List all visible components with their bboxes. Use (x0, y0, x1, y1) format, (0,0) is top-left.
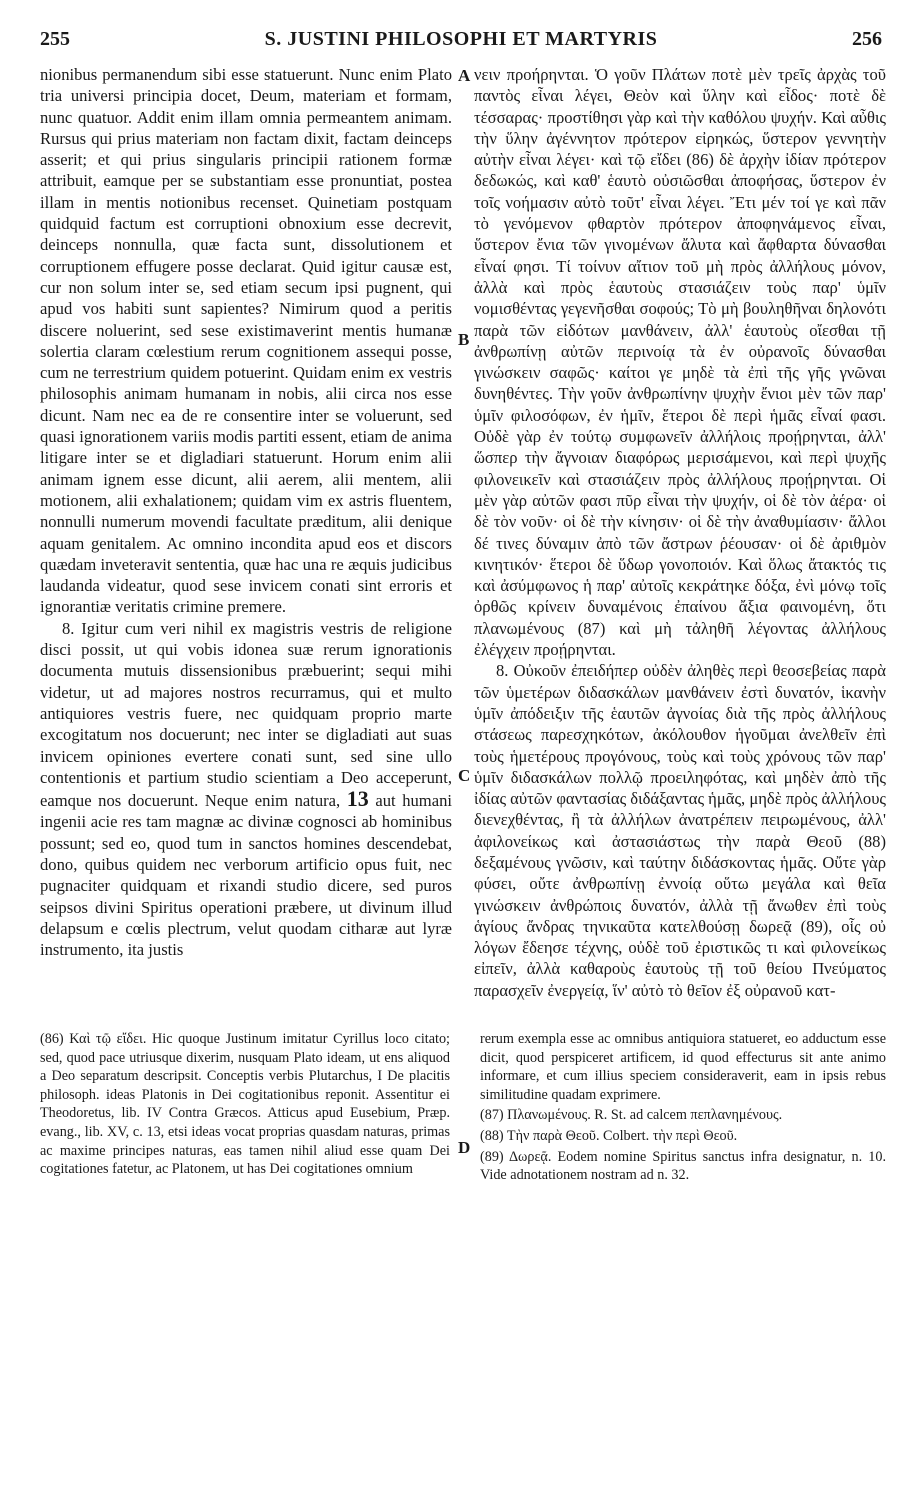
footnotes-right (480, 1030, 886, 1187)
latin-paragraph-2-end: aut humani ingenii acie res tam magnæ ac divinæ cognosci ab hominibus possunt; sed eo, quod tum in sanctos homines descendebat, dono, quibus quidem nec verborum artificio opus fuit, nec pugnaciter quidquam et rixandi studio dicere, sed puros seipsos divini Spiritus operationi præbere, ut divinum illud delapsum e cœlis plectrum, velut quodam citharæ aut lyræ instrumento, ita justis (40, 791, 452, 960)
footnote-89: (89) Δωρεᾷ. Eodem nomine Spiritus sanctus infra designatur, n. 10. Vide adnotationem nostram ad n. 32. (480, 1148, 886, 1184)
footnote-87: (87) Πλανωμένους. R. St. ad calcem πεπλανημένους. (480, 1107, 783, 1124)
greek-paragraph-1: νειν προήρηνται. Ὁ γοῦν Πλάτων ποτὲ μὲν τρεῖς ἀρχὰς τοῦ παντὸς εἶναι λέγει, Θεὸν καὶ ὕλην καὶ εἶδος· ποτὲ δὲ τέσσαρας· προστίθησι γὰρ καὶ τὴν καθόλου ψυχήν. Καὶ αὖθις τὴν ὕλην ἀγέννητον πρότερον εἰρηκώς, ὕστερον γεννητὴν αὐτὴν εἶναι λέγει· καὶ τῷ εἴδει (86) δὲ ἀρχὴν ἰδίαν πρότερον δεδωκώς, καὶ καθ' ἑαυτὸ οὐσιῶσθαι ἀποφήσας, ὕστερον ἐν τοῖς νοήμασιν αὐτὸ τοῦτ' εἶναι λέγει. Ἔτι μέν τοί γε καὶ πᾶν τὸ γενόμενον φθαρτὸν πρότερον ἀποφηνάμενος εἶναι, ὕστερον ἔνια τῶν γινομένων ἄλυτα καὶ ἄφθαρτα δύνασθαι εἶναί φησι. Τί τοίνυν αἴτιον τοῦ μὴ πρὸς ἀλλήλους μόνον, ἀλλὰ καὶ πρὸς ἑαυτοὺς στασιάζειν τοὺς παρ' ὑμῖν νομισθέντας γεγενῆσθαι σοφούς; Τὸ μὴ βουληθῆναι δηλονότι παρὰ τῶν εἰδότων μανθάνειν, ἀλλ' ἑαυτοὺς οἴεσθαι τῇ ἀνθρωπίνῃ αὐτῶν περινοίᾳ τὰ ἐν οὐρανοῖς δύνασθαι γινώσκειν σαφῶς· καίτοι γε μηδὲ τὰ ἐπὶ τῆς γῆς γνῶναι δυνηθέντες. Τὴν γοῦν ἀνθρωπίνην ψυχὴν ἔνιοι μὲν τῶν παρ' ὑμῖν φιλοσόφων, ἐν ἡμῖν, ἕτεροι δὲ περὶ ἡμᾶς εἶναί φασι. Οὐδὲ γὰρ ἐν τούτῳ συμφωνεῖν ἀλλήλοις προῄρηνται, ἀλλ' ὥσπερ τὴν ἄγνοιαν διαφόρως μερισάμενοι, καὶ περὶ ψυχῆς φιλονεικεῖν καὶ στασιάζειν πρὸς ἀλλήλους προῄρηνται. Οἱ μὲν γὰρ αὐτῶν φασι πῦρ εἶναι τὴν ψυχήν, οἱ δὲ τὸν ἀέρα· οἱ δὲ τὸν νοῦν· οἱ δὲ τὴν κίνησιν· οἱ δὲ τὴν ἀναθυμίασιν· ἄλλοι δέ τινες δύναμιν ἀπὸ τῶν ἄστρων ῥέουσαν· οἱ δὲ ἀριθμὸν κινητικόν· ἕτεροι δὲ ὕδωρ γονοποιόν. Καὶ ὅλως ἄτακτός τις καὶ ἀσύμφωνος ἡ παρ' αὐτοῖς κεκράτηκε δόξα, ἐνὶ μόνῳ τοῖς ὀρθῶς κρίνειν δυναμένοις ἐπαίνου ἄξια φαινομένη, ὅτι πλανωμένους (87) καὶ μὴ τἀληθῆ λέγοντας ἀλλήλους ἐλέγχειν προῄρηνται. (474, 65, 886, 660)
page-header (40, 28, 882, 58)
footnote-88: (88) Τὴν παρὰ Θεοῦ. Colbert. τὴν περὶ Θεοῦ. (480, 1127, 738, 1144)
section-number: 13 (346, 786, 369, 812)
running-title: S. JUSTINI PHILOSOPHI ET MARTYRIS (264, 28, 658, 50)
latin-column (40, 64, 452, 960)
footnote-86-continued: rerum exempla esse ac omnibus antiquiora statueret, eo adductum esse dicit, quod perspiceret artificem, id quod effecturus sit ante animo informare, et cum illius speciem consideraverit, eam in ipsis rebus similitudine quadam exprimere. (480, 1031, 886, 1103)
greek-column (474, 64, 886, 1001)
footnotes-left (40, 1030, 450, 1181)
latin-paragraph-2 (40, 618, 452, 961)
margin-marker-d: D (458, 1138, 471, 1157)
page-number-left: 255 (40, 28, 70, 50)
footnote-86: (86) Καὶ τῷ εἴδει. Hic quoque Justinum imitatur Cyrillus loco citato; sed, quod pace utriusque dixerim, nusquam Plato ideam, ut ens aliquod a Deo separatum descripsit. Conceptis verbis Plutarchus, I De placitis philosoph. ideas Platonis in Dei cogitationibus reponit. Assentitur ei Theodoretus, lib. IV Contra Græcos. Atticus apud Eusebium, Præp. evang., lib. XV, c. 13, etsi ideas vocat proprias quasdam naturas, primas ac maxime principes naturas, eas tamen nihil aliud esse quam Dei cogitationes fatetur, ac Platonem, ut has Dei cogitationes omnium (40, 1031, 450, 1178)
greek-paragraph-2: 8. Οὐκοῦν ἐπειδήπερ οὐδὲν ἀληθὲς περὶ θεοσεβείας παρὰ τῶν ὑμετέρων διδασκάλων μανθάνειν ἐστὶ δυνατόν, ἱκανὴν ὑμῖν ἀπόδειξιν τῆς ἑαυτῶν ἀγνοίας διὰ τῆς πρὸς ἀλλήλους στάσεως παρεσχηκότων, ἀκόλουθον ἡγοῦμαι ἀνελθεῖν ἐπὶ τοὺς ἡμετέρους προγόνους, τοὺς καὶ τοὺς χρόνους τῶν παρ' ὑμῖν διδασκάλων πολλῷ προειληφότας, καὶ μηδὲν ἀπὸ τῆς ἰδίας αὐτῶν φαντασίας διδάξαντας ἡμᾶς, μηδὲ πρὸς ἀλλήλους διενεχθέντας, ἢ τὰ ἀλλήλων ἀνατρέπειν πειρωμένους, ἀλλ' ἀφιλονείκως καὶ ἀστασιάστως τὴν παρὰ Θεοῦ (88) δεξαμένους γνῶσιν, καὶ ταύτην διδάσκοντας ἡμᾶς. Οὔτε γὰρ φύσει, οὔτε ἀνθρωπίνῃ ἐννοίᾳ οὕτω μεγάλα καὶ θεῖα γινώσκειν ἀνθρώποις δυνατόν, ἀλλὰ τῇ ἄνωθεν ἐπὶ τοὺς ἁγίους ἄνδρας τηνικαῦτα κατελθούσῃ δωρεᾷ (89), οἷς οὐ λόγων ἔδεησε τέχνης, οὐδὲ τοῦ ἐριστικῶς τι καὶ φιλονείκως εἰπεῖν, ἀλλὰ καθαροὺς ἑαυτοὺς τῇ τοῦ θείου Πνεύματος παρασχεῖν ἐνεργείᾳ, ἵν' αὐτὸ τὸ θεῖον ἐξ οὐρανοῦ κατ- (474, 661, 886, 1000)
margin-marker-a: A (458, 66, 471, 85)
margin-marker-c: C (458, 766, 471, 785)
latin-paragraph-2-start: 8. Igitur cum veri nihil ex magistris vestris de religione disci possit, ut qui vobis idonea suæ rerum ignorationis documenta mutuis dissensionibus præbuerint; sequi mihi videtur, ut ad majores nostros recurramus, qui et multo antiquiores vestris fuere, nec quidquam proprio marte excogitatum nos docuerunt; nec inter se digladiati aut suas invicem opiniones evertere conati sunt, sed sine ullo contentionis et partium studio scientiam a Deo acceperunt, eamque nos docuerunt. Neque enim natura, (40, 618, 452, 811)
margin-marker-b: B (458, 330, 470, 349)
latin-paragraph-1: nionibus permanendum sibi esse statuerunt. Nunc enim Plato tria universi principia docet, Deum, materiam et formam, nunc quatuor. Addit enim illam omnia permeantem animam. Rursus qui prius materiam non factam dixit, factam deinceps asserit; et qui prius singularis principii rationem formæ attribuit, eamque per se substantiam esse pronuntiat, postea illam in mentis notionibus recenset. Quinetiam postquam quidquid factum est corruptioni obnoxium esse decrevit, deinceps nonnulla, quæ facta sunt, dissolutionem et corruptionem effugere posse declarat. Quid igitur causæ est, cur non solum inter se, sed etiam secum ipsi pugnent, qui apud vos habiti sunt sapientes? Nimirum quod a peritis discere noluerint, sed sese existimaverint mentis humanæ solertia claram cœlestium rerum cognitionem assequi posse, cum ne terrestrium quidem potuerint. Quidam enim ex vestris philosophis animam humanam in nobis, alii circa nos esse dicunt. Nam nec ea de re consentire inter se voluerunt, sed quasi ignorationem variis modis partiti essent, etiam de anima litigare inter se et digladiari statuerunt. Horum enim alii animam ignem esse dicunt, alii aerem, alii mentem, alii motionem, alii exhalationem; quidam vim ex astris fluentem, nonnulli numerum movendi facultate præditum, alii denique aquam genitalem. Ac omnino incondita apud eos et discors quædam inveteravit sententia, quæ hac una re æquis judicibus laudanda videatur, quod sese invicem conati sint erroris et ignorantiæ veritatis crimine premere. (40, 65, 452, 617)
page-number-right: 256 (852, 28, 882, 50)
